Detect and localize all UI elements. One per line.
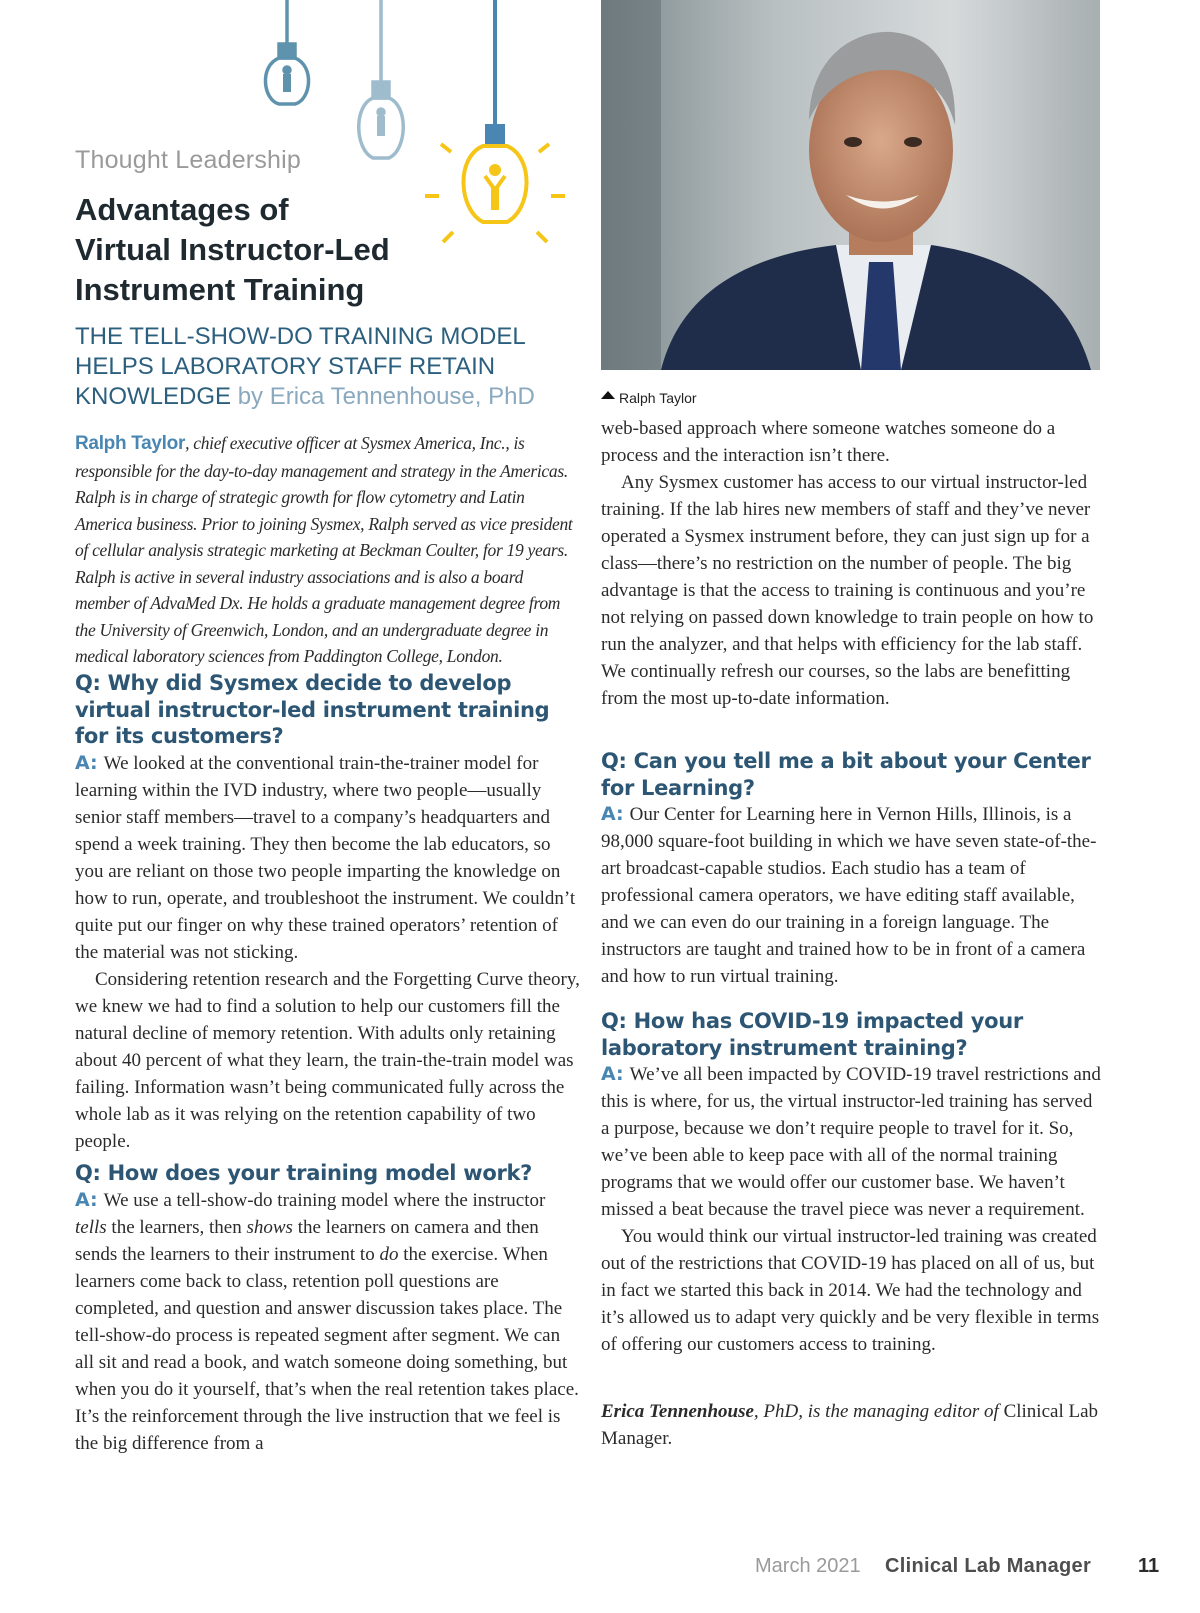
signoff-publication: Clinical Lab Manager. <box>601 1401 1099 1449</box>
answer-paragraph: Considering retention research and the Forgetting Curve theory, we knew we had to find a solution to help our customers fill the natural decline of memory retention. With adults only retaining about 40 percent of what they learn, the train-the-train model was failing. Information wasn’t being communicated fully across the whole lab as it was relying on the retention capability of two people. <box>75 968 580 1152</box>
issue-date: March 2021 <box>755 1555 861 1577</box>
headline-line: Instrument Training <box>75 272 365 307</box>
answer-text: We looked at the conventional train-the-trainer model for learning within the IVD industry, where two people—usually senior staff members—travel to a company’s headquarters and spend a week training. They then become the lab educators, so you are reliant on those two people imparting the knowledge on how to run, operate, and troubleshoot the instrument. We couldn’t quite put our finger on why these trained operators’ retention of the material was not sticking. <box>75 752 576 963</box>
author-signoff: Erica Tennenhouse, PhD, is the managing editor of Clinical Lab Manager. <box>601 1401 1099 1449</box>
answer-paragraph: Any Sysmex customer has access to our virtual instructor-led training. If the lab hires new members of staff and they’ve never operated a Sysmex instrument before, they can just sign up for a class—there’s no restriction on the number of people. The big advantage is that the access to training is continuous and you’re not relying on passed down knowledge to train people on how to run the analyzer, and that helps with efficiency for the lab staff. We continually refresh our courses, so the labs are benefitting from the most up-to-date information. <box>601 472 1094 709</box>
bio-name: Ralph Taylor <box>75 433 186 454</box>
lightbulb-icon <box>359 0 404 158</box>
portrait-photo <box>601 0 1100 370</box>
article-headline <box>75 190 555 310</box>
qa-block-2-continued <box>601 415 1101 712</box>
answer-text: Our Center for Learning here in Vernon Hills, Illinois, is a 98,000 square-foot building in which we have seven state-of-the-art broadcast-capable studios. Each studio has a team of professional camera operators, we have editing staff available, and we can even do our training in a foreign language. The instructors are taught and trained how to be in front of a camera and how to run virtual training. <box>601 804 1097 987</box>
magazine-name: Clinical Lab Manager <box>885 1555 1092 1577</box>
answer-marker: A: <box>75 1188 98 1211</box>
answer-continuation: web-based approach where someone watches someone do a process and the interaction isn’t there. <box>601 418 1056 466</box>
subhead-text: THE TELL-SHOW-DO TRAINING MODEL HELPS LABORATORY STAFF RETAIN KNOWLEDGE <box>75 323 525 410</box>
signoff-name: Erica Tennenhouse <box>601 1401 754 1422</box>
photo-caption: Ralph Taylor <box>601 390 697 406</box>
question-heading: Q: How does your training model work? <box>75 1161 533 1185</box>
qa-block-3 <box>601 748 1101 990</box>
answer-marker: A: <box>75 751 98 774</box>
qa-block-4 <box>601 1008 1101 1358</box>
bio-text: , chief executive officer at Sysmex America, Inc., is responsible for the day-to-day management and strategy in the Americas. Ralph is in charge of strategic growth for flow cytometry and Latin America business. Prior to joining Sysmex, Ralph served as vice president of cellular analysis strategic marketing at Beckman Coulter, for 19 years. Ralph is active in several industry associations and is also a board member of AdvaMed Dx. He holds a graduate management degree from the University of Greenwich, London, and an undergraduate degree in medical laboratory sciences from Paddington College, London. <box>75 433 573 666</box>
author-bio <box>75 430 580 670</box>
byline: by Erica Tennenhouse, PhD <box>237 383 535 410</box>
caret-up-icon <box>601 391 615 399</box>
question-heading: Q: Why did Sysmex decide to develop virtual instructor-led instrument training for its customers? <box>75 671 550 748</box>
article-subhead <box>75 322 575 412</box>
answer-text: We’ve all been impacted by COVID-19 travel restrictions and this is where, for us, the virtual instructor-led training has served a purpose, because we don’t require people to travel for it. So, we’ve been able to keep pace with all of the normal training programs that we would offer our customer base. We haven’t missed a beat because the travel piece was never a requirement. <box>601 1064 1101 1220</box>
question-heading: Q: Can you tell me a bit about your Center for Learning? <box>601 749 1091 800</box>
qa-block-2: Q: How does your training model work? A: We use a tell-show-do training model where the instructor tells the learners, then shows the learners on camera and then sends the learners to their instrument to do the exercise. When learners come back to class, retention poll questions are completed, and question and answer discussion takes place. The tell-show-do process is repeated segment after segment. We can all sit and read a book, and watch someone doing something, but when you do it yourself, that’s when the real retention takes place. It’s the reinforcement through the live instruction that we feel is the big difference from a <box>75 1161 579 1454</box>
answer-paragraph: You would think our virtual instructor-led training was created out of the restrictions that COVID-19 has placed on all of us, but in fact we started this back in 2014. We had the technology and it’s allowed us to adapt very quickly and be very flexible in terms of offering our customers access to training. <box>601 1226 1100 1355</box>
answer-marker: A: <box>601 1063 624 1085</box>
qa-block-1 <box>75 670 580 1155</box>
headline-line: Virtual Instructor-Led <box>75 232 390 267</box>
page-number: 11 <box>1138 1555 1160 1577</box>
section-kicker: Thought Leadership <box>75 146 301 174</box>
lightbulb-icon <box>265 0 308 104</box>
headline-line: Advantages of <box>75 192 289 227</box>
question-heading: Q: How has COVID-19 impacted your laboratory instrument training? <box>601 1009 1023 1060</box>
answer-marker: A: <box>601 803 624 825</box>
